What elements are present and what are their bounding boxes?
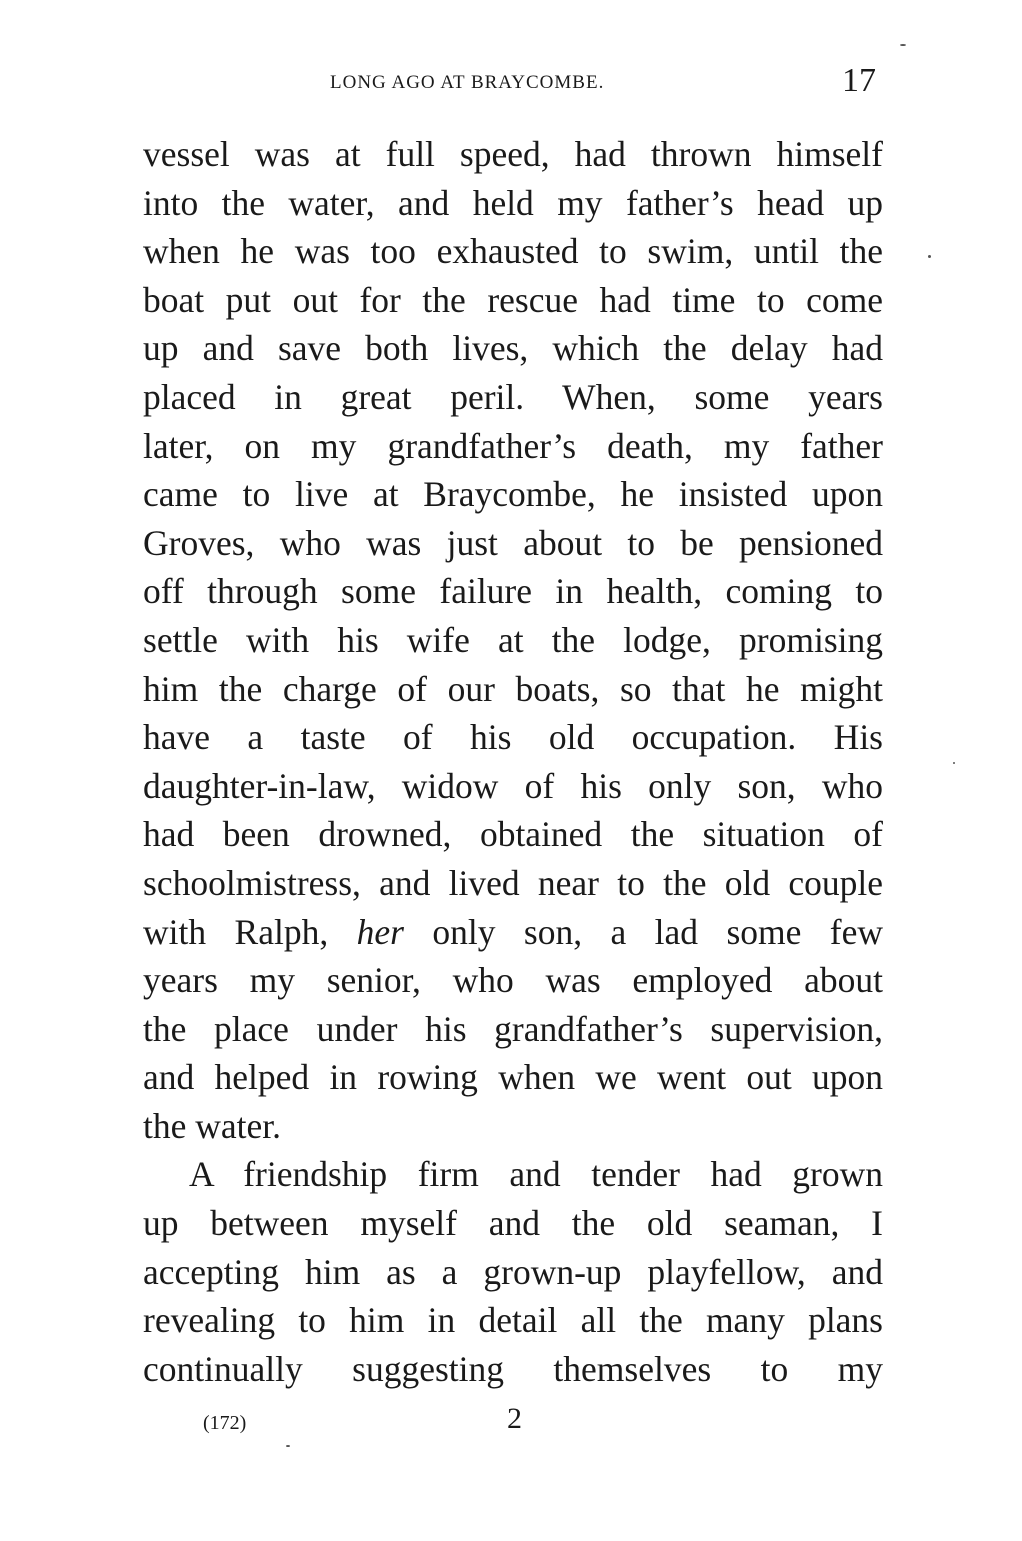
text-line: and helped in rowing when we went out upon — [143, 1057, 883, 1098]
body-text — [143, 130, 883, 1393]
text-line: continually suggesting themselves to my — [143, 1348, 883, 1389]
paragraph-start-line: A friendship firm and tender had grown — [189, 1154, 883, 1195]
running-head-title: LONG AGO AT BRAYCOMBE. — [330, 72, 605, 93]
text-line: placed in great peril. When, some years — [143, 376, 883, 417]
paragraph-end-line: the water. — [143, 1105, 281, 1146]
text-fragment: only son, a lad some few — [432, 911, 884, 952]
paper-speck — [928, 255, 931, 258]
page-number: 17 — [842, 62, 876, 99]
italic-word: her — [356, 911, 404, 952]
text-line: off through some failure in health, coming to — [143, 571, 883, 612]
signature-number: 2 — [507, 1402, 522, 1435]
text-line: Groves, who was just about to be pensioned — [143, 522, 883, 563]
text-line: up between myself and the old seaman, I — [143, 1203, 883, 1244]
paper-speck — [286, 1445, 290, 1447]
text-line-with-italic — [143, 908, 883, 957]
text-line: schoolmistress, and lived near to the old couple — [143, 862, 883, 903]
text-line: him the charge of our boats, so that he might — [143, 668, 883, 709]
text-line: the place under his grandfather’s supervision, — [143, 1008, 883, 1049]
paper-speck — [900, 44, 906, 46]
text-line: later, on my grandfather’s death, my father — [143, 425, 883, 466]
text-line: into the water, and held my father’s head up — [143, 182, 883, 223]
text-line: settle with his wife at the lodge, promising — [143, 619, 883, 660]
signature-mark: (172) — [203, 1412, 247, 1434]
text-line: came to live at Braycombe, he insisted upon — [143, 474, 883, 515]
text-line: accepting him as a grown-up playfellow, and — [143, 1251, 883, 1292]
text-line: daughter-in-law, widow of his only son, who — [143, 765, 883, 806]
text-line: up and save both lives, which the delay had — [143, 328, 883, 369]
text-fragment: with Ralph, — [143, 911, 329, 952]
text-line: revealing to him in detail all the many plans — [143, 1300, 883, 1341]
text-line: have a taste of his old occupation. His — [143, 717, 883, 758]
text-line: years my senior, who was employed about — [143, 960, 883, 1001]
paper-speck — [953, 762, 955, 764]
text-line: had been drowned, obtained the situation of — [143, 814, 883, 855]
text-line: when he was too exhausted to swim, until the — [143, 231, 883, 272]
text-line: vessel was at full speed, had thrown himself — [143, 134, 883, 174]
text-line: boat put out for the rescue had time to come — [143, 279, 883, 320]
